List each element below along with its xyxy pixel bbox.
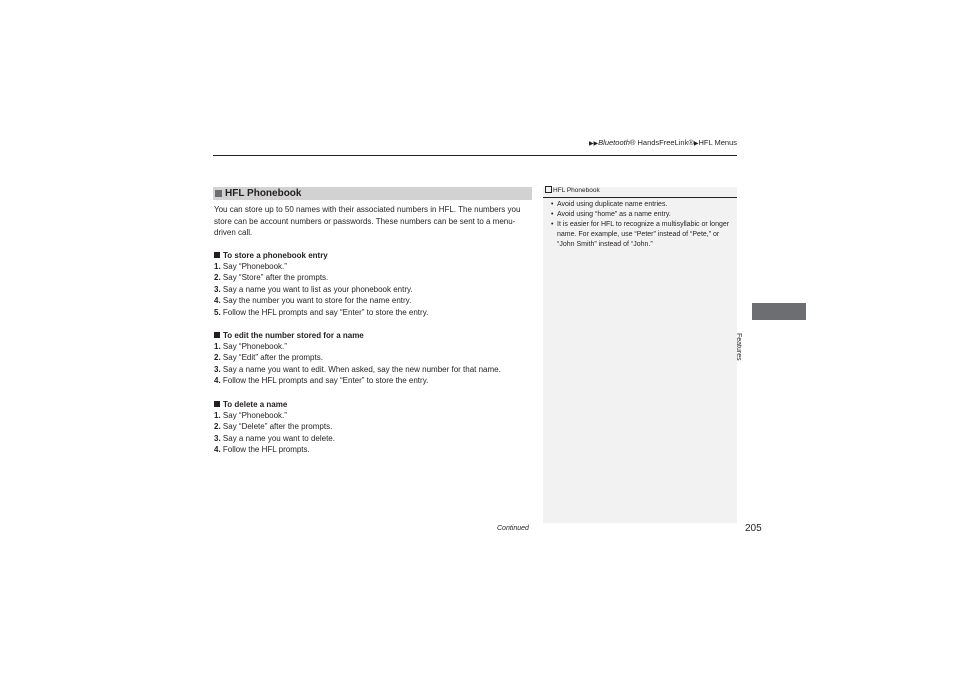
step-item	[214, 421, 534, 432]
sidebar-note-item: • It is easier for HFL to recognize a multisyllabic or longer name. For example, use “Peter” instead of “Pete,” or “John Smith” instead of “John.”	[551, 220, 731, 250]
step-text: Say the number you want to store for the name entry.	[222, 296, 412, 306]
step-number: 1.	[214, 262, 221, 271]
page-number: 205	[745, 523, 762, 534]
step-number: 1.	[214, 411, 221, 420]
chapter-tab	[752, 303, 806, 320]
step-text: Say “Store” after the prompts.	[222, 273, 329, 283]
sidebar-note-list	[551, 200, 731, 250]
step-text: Say a name you want to edit. When asked, say the new number for that name.	[222, 364, 501, 374]
step-text: Say a name you want to list as your phonebook entry.	[222, 284, 413, 294]
black-square-icon	[214, 332, 220, 338]
step-item	[214, 375, 534, 386]
sidebar-heading	[543, 186, 737, 198]
step-number: 3.	[214, 284, 221, 294]
step-number: 2.	[214, 422, 221, 432]
step-item	[214, 261, 534, 272]
step-number: 4.	[214, 296, 221, 306]
chapter-tab-label: Features	[735, 333, 742, 361]
step-item	[214, 295, 534, 306]
procedure-heading	[214, 250, 534, 261]
procedure-heading	[214, 330, 534, 341]
step-number: 4.	[214, 445, 221, 455]
breadcrumb-arrow-icon: ▶▶	[588, 141, 599, 147]
step-item	[214, 410, 534, 421]
breadcrumb	[560, 138, 737, 147]
section-title: HFL Phonebook	[225, 188, 302, 199]
black-square-icon	[214, 252, 220, 258]
step-number: 2.	[214, 273, 221, 283]
step-text: Follow the HFL prompts.	[222, 445, 310, 455]
sidebar-note-item: • Avoid using duplicate name entries.	[551, 200, 731, 210]
header-divider	[213, 155, 737, 156]
step-number: 3.	[214, 433, 221, 443]
breadcrumb-arrow-icon: ▶	[693, 141, 699, 147]
step-number: 3.	[214, 364, 221, 374]
step-item	[214, 284, 534, 295]
sidebar-note-item: • Avoid using “home” as a name entry.	[551, 210, 731, 220]
step-item	[214, 364, 534, 375]
step-number: 1.	[214, 342, 221, 351]
reference-icon	[545, 186, 552, 193]
step-text: Say “Phonebook.”	[222, 262, 287, 271]
step-text: Follow the HFL prompts and say “Enter” to store the entry.	[222, 307, 429, 317]
procedure-heading-text: To edit the number stored for a name	[223, 331, 364, 340]
step-number: 2.	[214, 353, 221, 363]
section-heading	[213, 187, 532, 200]
black-square-icon	[214, 401, 220, 407]
breadcrumb-part-bluetooth: Bluetooth	[598, 138, 630, 147]
procedure-store	[214, 250, 534, 318]
step-text: Say “Delete” after the prompts.	[222, 422, 333, 432]
intro-paragraph: You can store up to 50 names with their associated numbers in HFL. The numbers you store can be account numbers or passwords. These numbers can be sent to a menu-driven call.	[214, 205, 521, 238]
step-item	[214, 433, 534, 444]
procedure-heading	[214, 399, 534, 410]
procedure-heading-text: To delete a name	[223, 400, 288, 409]
step-number: 5.	[214, 307, 221, 317]
step-text: Say a name you want to delete.	[222, 433, 335, 443]
step-item	[214, 307, 534, 318]
step-text: Follow the HFL prompts and say “Enter” to store the entry.	[222, 376, 429, 386]
breadcrumb-part-hfl-menus: HFL Menus	[698, 138, 737, 147]
step-item	[214, 444, 534, 455]
procedure-edit	[214, 330, 534, 387]
procedure-delete	[214, 399, 534, 456]
continued-label: Continued	[497, 525, 529, 532]
step-item	[214, 352, 534, 363]
step-item	[214, 341, 534, 352]
step-number: 4.	[214, 376, 221, 386]
step-text: Say “Phonebook.”	[222, 342, 287, 351]
breadcrumb-part-handsfreelink: ® HandsFreeLink®	[629, 138, 694, 147]
section-square-icon	[215, 190, 222, 197]
step-item	[214, 272, 534, 283]
step-text: Say “Phonebook.”	[222, 411, 287, 420]
procedure-heading-text: To store a phonebook entry	[223, 251, 328, 260]
step-text: Say “Edit” after the prompts.	[222, 353, 323, 363]
sidebar-title: HFL Phonebook	[553, 187, 600, 194]
